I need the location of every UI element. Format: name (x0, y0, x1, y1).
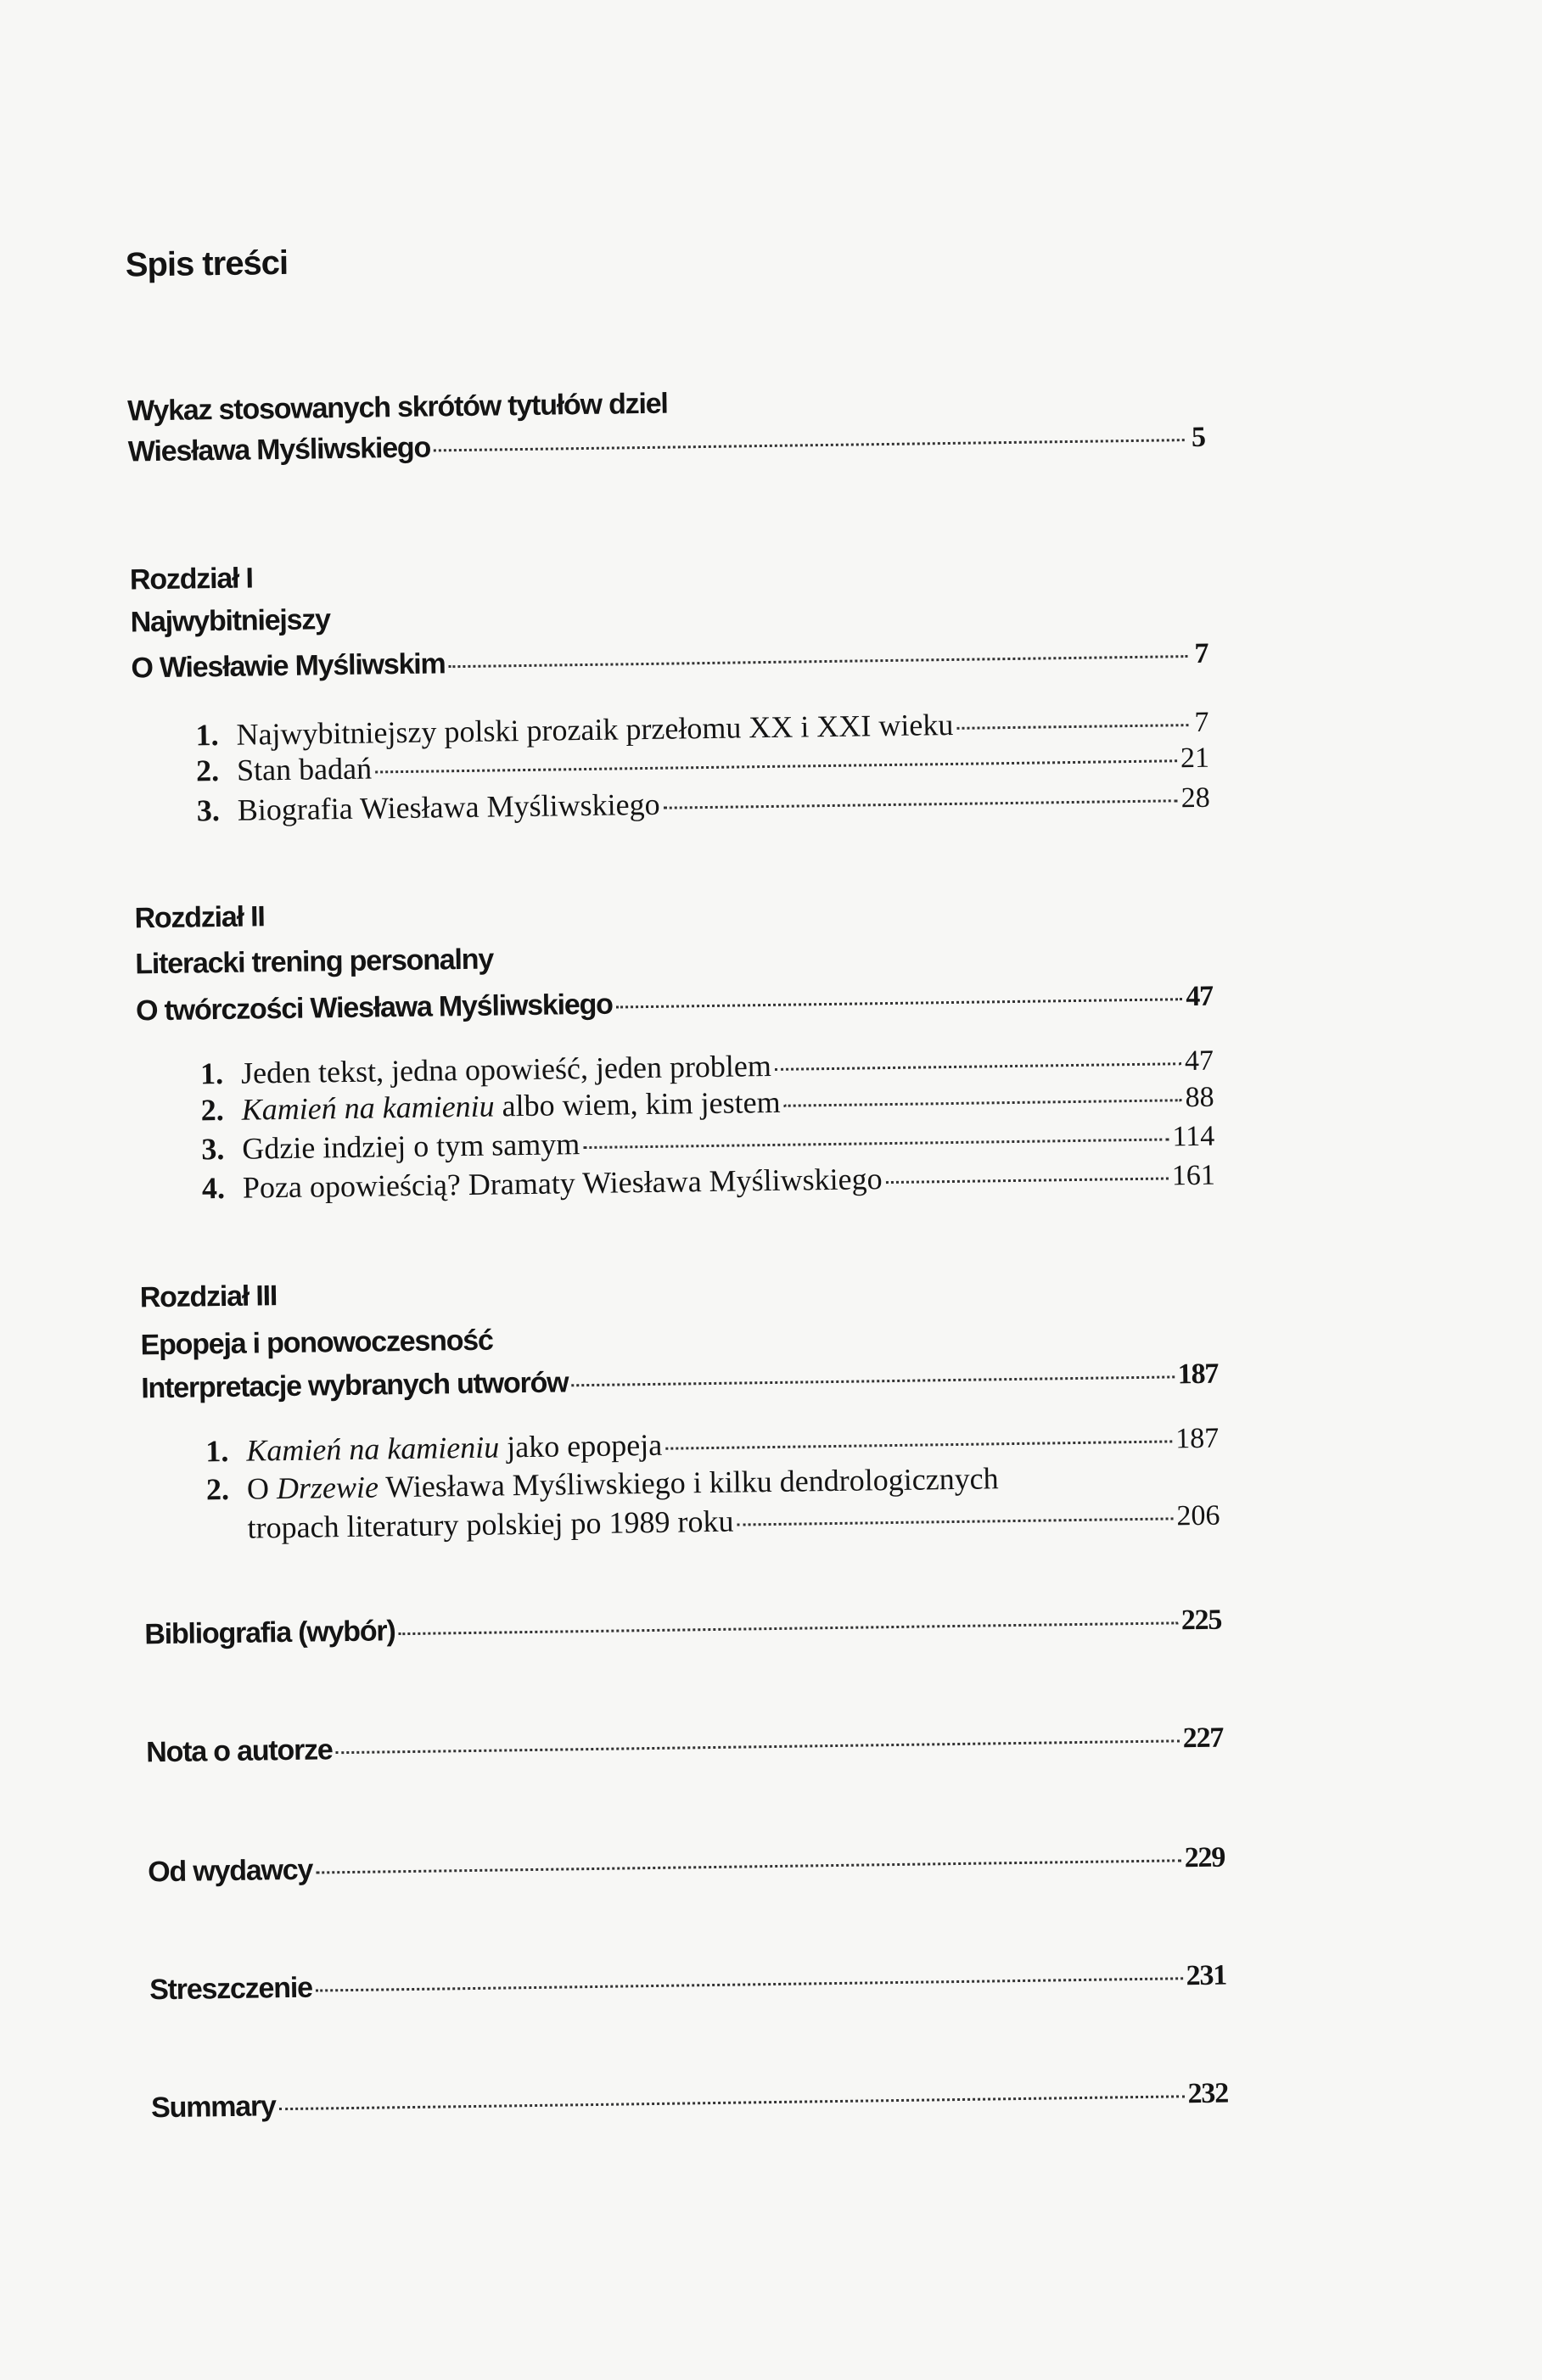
section-title: jako epopeja (498, 1427, 663, 1464)
chapter-title-text: Epopeja i ponowoczesność (140, 1324, 493, 1362)
page-title: Spis treści (125, 244, 289, 284)
work-title: Drzewie (276, 1470, 379, 1506)
dot-leader (449, 655, 1188, 668)
chapter-label-text: Rozdział II (134, 900, 265, 935)
chapter-title-text: Najwybitniejszy (130, 603, 331, 639)
work-title: Kamień na kamieniu (246, 1430, 500, 1468)
page-number: 161 (1171, 1159, 1216, 1192)
section-number: 2. (200, 1092, 224, 1128)
entry-title: Od wydawcy (147, 1853, 313, 1889)
section-number: 2. (195, 753, 220, 788)
dot-leader (737, 1517, 1173, 1526)
page-number: 88 (1185, 1081, 1214, 1114)
page-number: 114 (1172, 1120, 1215, 1153)
section-number: 3. (196, 793, 221, 828)
entry-title: Nota o autorze (146, 1733, 333, 1769)
work-title: Kamień na kamieniu (241, 1089, 495, 1127)
section-title: Stan badań (236, 751, 373, 787)
page-number: 7 (1194, 706, 1209, 738)
toc-entry-summary[interactable] (151, 2077, 1229, 2135)
dot-leader (375, 759, 1177, 773)
page-number: 7 (1194, 637, 1208, 669)
section-number: 2. (205, 1471, 230, 1507)
dot-leader (665, 1440, 1172, 1449)
heading-text: Wykaz stosowanych skrótów tytułów dziel (126, 387, 668, 428)
section-title: Poza opowieścią? Dramaty Wiesława Myśliwskiego (242, 1162, 883, 1205)
dot-leader (956, 724, 1188, 730)
section-number: 3. (201, 1131, 225, 1167)
section-title: Wiesława Myśliwskiego i kilku dendrologicznych (378, 1461, 999, 1504)
toc-entry-abstract-pl[interactable] (149, 1959, 1227, 2017)
page-number: 225 (1180, 1604, 1222, 1637)
chapter-label (140, 1267, 1218, 1324)
entry-title: Wiesława Myśliwskiego (127, 431, 431, 468)
section-title: Gdzie indziej o tym samym (242, 1127, 580, 1166)
toc-entry-publisher[interactable] (148, 1841, 1225, 1899)
section-title: Najwybitniejszy polski prozaik przełomu XX i XXI wieku (236, 707, 954, 752)
entry-title: Summary (150, 2090, 276, 2125)
page-number: 21 (1180, 742, 1210, 775)
dot-leader (316, 1977, 1183, 1991)
page-number: 206 (1176, 1499, 1220, 1532)
entry-title: Streszczenie (149, 1971, 313, 2007)
page-number: 5 (1191, 421, 1206, 453)
entry-title: O twórczości Wiesława Myśliwskiego (135, 988, 613, 1028)
page-number: 47 (1186, 980, 1214, 1013)
dot-leader (316, 1859, 1181, 1873)
section-title-prefix: O (246, 1471, 278, 1506)
chapter-label-text: Rozdział I (129, 562, 254, 596)
section-number: 1. (205, 1433, 229, 1469)
dot-leader (664, 799, 1178, 809)
toc-entry-bibliography[interactable] (144, 1604, 1222, 1661)
section-number: 1. (199, 1056, 224, 1091)
chapter-label-text: Rozdział III (139, 1280, 278, 1314)
dot-leader (336, 1739, 1180, 1754)
page-number: 231 (1186, 1959, 1227, 1992)
dot-leader (784, 1099, 1182, 1107)
dot-leader (886, 1177, 1169, 1184)
section-title: albo wiem, kim jestem (494, 1084, 781, 1123)
entry-title: Interpretacje wybranych utworów (141, 1366, 569, 1405)
page-number: 232 (1187, 2077, 1229, 2110)
page-number: 47 (1184, 1044, 1214, 1078)
entry-title: Bibliografia (wybór) (144, 1615, 395, 1651)
toc-entry-chapter-2[interactable] (136, 980, 1214, 1038)
page-number: 187 (1177, 1358, 1219, 1391)
section-number: 1. (195, 718, 219, 753)
entry-title: O Wiesławie Myśliwskim (131, 647, 446, 685)
dot-leader (571, 1375, 1174, 1386)
section-title: Biografia Wiesława Myśliwskiego (237, 787, 660, 827)
page-number: 28 (1180, 781, 1210, 815)
page-number: 229 (1184, 1841, 1225, 1874)
dot-leader (434, 439, 1185, 451)
section-title: Jeden tekst, jedna opowieść, jeden problem (240, 1048, 772, 1090)
dot-leader (399, 1621, 1178, 1635)
dot-leader (279, 2095, 1185, 2110)
section-title-continued: tropach literatury polskiej po 1989 roku (247, 1504, 734, 1545)
dot-leader (775, 1062, 1181, 1071)
toc-entry-author-note[interactable] (146, 1722, 1224, 1779)
chapter-title-text: Literacki trening personalny (135, 943, 494, 981)
dot-leader (616, 998, 1183, 1008)
page-number: 187 (1175, 1422, 1220, 1455)
page-number: 227 (1182, 1722, 1224, 1755)
section-number: 4. (201, 1170, 226, 1206)
dot-leader (583, 1138, 1169, 1149)
